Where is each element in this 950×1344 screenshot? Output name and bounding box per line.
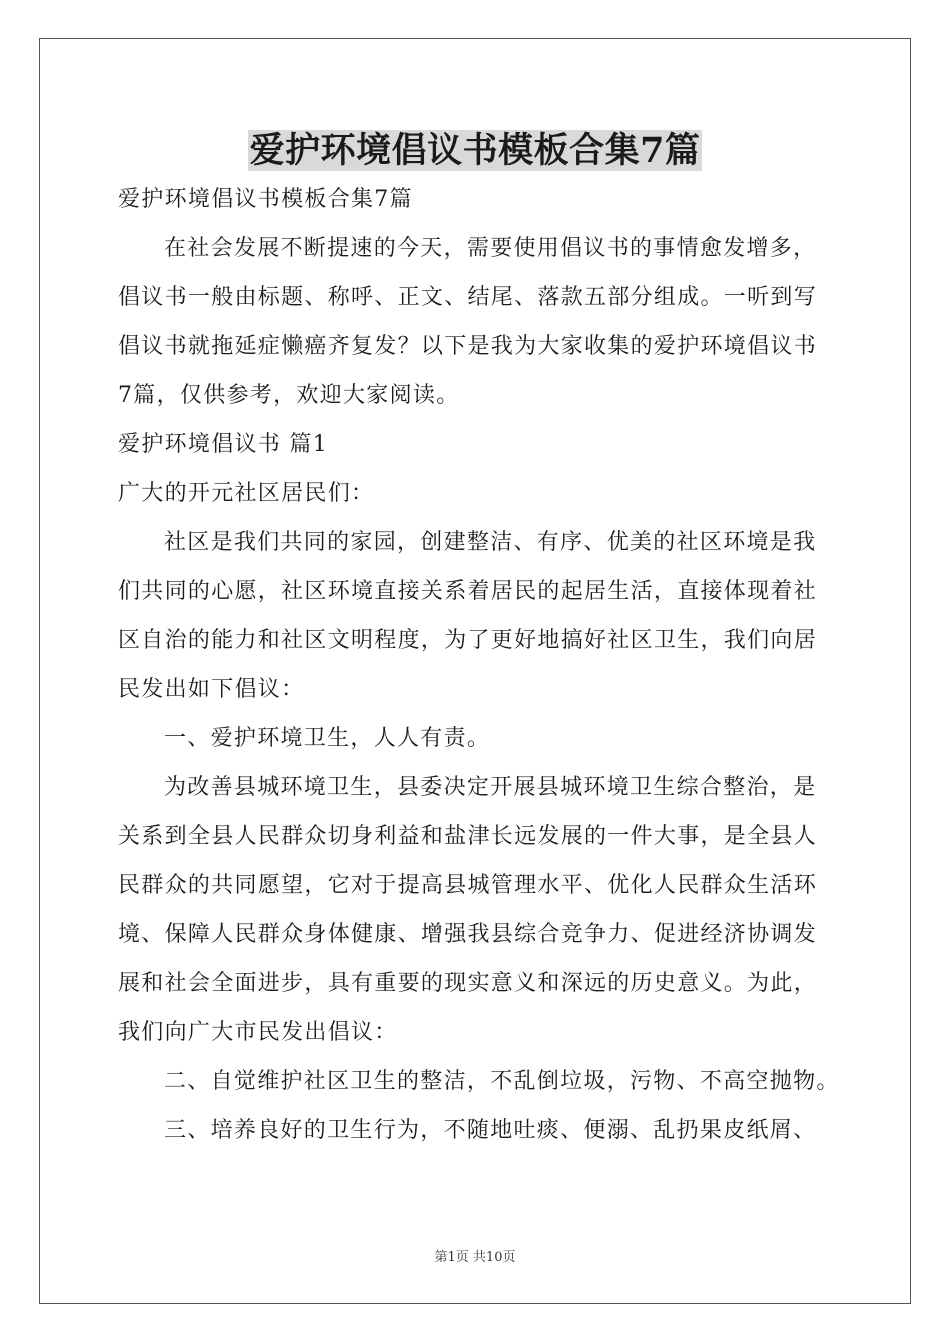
list-item-line: 三、培养良好的卫生行为，不随地吐痰、便溺、乱扔果皮纸屑、 bbox=[164, 1118, 817, 1143]
intro-paragraph-line: 倡议书就拖延症懒癌齐复发？以下是我为大家收集的爱护环境倡议书 bbox=[118, 334, 818, 359]
intro-paragraph-line: 7篇，仅供参考，欢迎大家阅读。 bbox=[118, 383, 460, 408]
body-paragraph-line: 展和社会全面进步，具有重要的现实意义和深远的历史意义。为此， bbox=[118, 971, 818, 996]
section-heading: 爱护环境倡议书 篇1 bbox=[118, 432, 328, 457]
intro-paragraph-line: 在社会发展不断提速的今天，需要使用倡议书的事情愈发增多， bbox=[164, 236, 817, 261]
document-title-text: 爱护环境倡议书模板合集7篇 bbox=[249, 130, 701, 171]
subtitle-line: 爱护环境倡议书模板合集7篇 bbox=[118, 187, 413, 212]
intro-paragraph-line: 倡议书一般由标题、称呼、正文、结尾、落款五部分组成。一听到写 bbox=[118, 285, 818, 310]
body-paragraph-line: 境、保障人民群众身体健康、增强我县综合竞争力、促进经济协调发 bbox=[118, 922, 818, 947]
list-item-line: 一、爱护环境卫生，人人有责。 bbox=[164, 726, 491, 751]
body-paragraph-line: 们共同的心愿，社区环境直接关系着居民的起居生活，直接体现着社 bbox=[118, 579, 818, 604]
body-paragraph-line: 区自治的能力和社区文明程度，为了更好地搞好社区卫生，我们向居 bbox=[118, 628, 818, 653]
document-body bbox=[118, 178, 838, 1158]
list-item-line: 二、自觉维护社区卫生的整洁，不乱倒垃圾，污物、不高空抛物。 bbox=[164, 1069, 840, 1094]
body-paragraph-line: 民发出如下倡议： bbox=[118, 677, 305, 702]
body-paragraph-line: 社区是我们共同的家园，创建整洁、有序、优美的社区环境是我 bbox=[164, 530, 817, 555]
body-paragraph-line: 我们向广大市民发出倡议： bbox=[118, 1020, 398, 1045]
salutation: 广大的开元社区居民们： bbox=[118, 481, 375, 506]
body-paragraph-line: 关系到全县人民群众切身利益和盐津长远发展的一件大事，是全县人 bbox=[118, 824, 818, 849]
body-paragraph-line: 为改善县城环境卫生，县委决定开展县城环境卫生综合整治，是 bbox=[164, 775, 817, 800]
body-paragraph-line: 民群众的共同愿望，它对于提高县城管理水平、优化人民群众生活环 bbox=[118, 873, 818, 898]
document-title bbox=[0, 128, 950, 174]
page-number-footer: 第1页 共10页 bbox=[434, 1250, 516, 1265]
